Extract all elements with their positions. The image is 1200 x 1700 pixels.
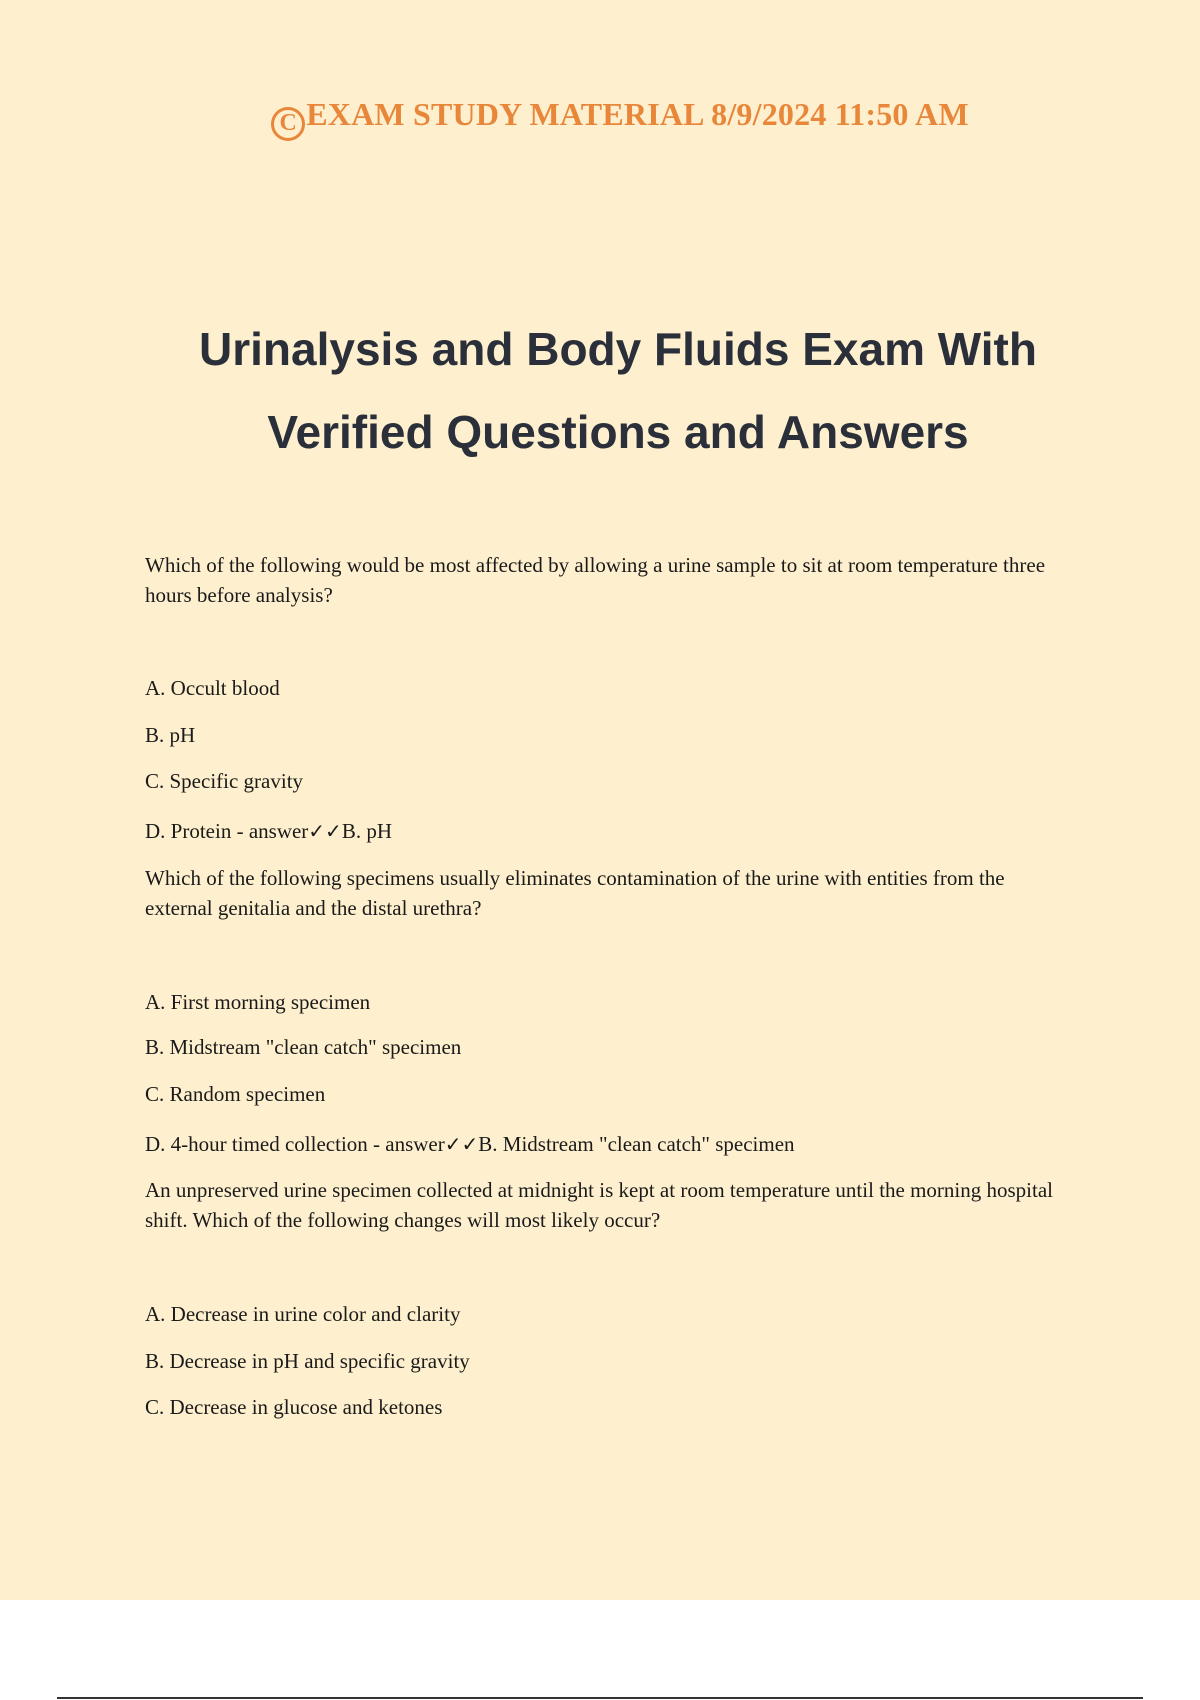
question-3: [145, 1175, 1075, 1419]
option-d-with-answer: [145, 1130, 795, 1158]
document-title: [0, 308, 1200, 474]
option-a: A. First morning specimen: [145, 990, 371, 1014]
question-text: Which of the following specimens usually eliminates contamination of the urine with entities from the external genitalia and the distal urethra?: [145, 866, 1005, 920]
title-line-1: Urinalysis and Body Fluids Exam With: [199, 323, 1037, 375]
check-mark-icon: ✓✓: [308, 819, 342, 843]
answer-text: B. pH: [341, 819, 392, 843]
option-d: D. 4-hour timed collection - answer: [145, 1132, 445, 1156]
option-a: A. Occult blood: [145, 676, 280, 700]
option-a: A. Decrease in urine color and clarity: [145, 1302, 461, 1326]
header-text: EXAM STUDY MATERIAL 8/9/2024 11:50 AM: [306, 96, 969, 132]
option-d: D. Protein - answer: [145, 819, 309, 843]
option-c: C. Specific gravity: [145, 769, 304, 793]
option-c: C. Decrease in glucose and ketones: [145, 1395, 443, 1419]
option-b: B. Decrease in pH and specific gravity: [145, 1349, 470, 1373]
answer-text: B. Midstream "clean catch" specimen: [478, 1132, 795, 1156]
page-header: [0, 96, 1200, 141]
title-line-2: Verified Questions and Answers: [267, 406, 969, 458]
footer-divider: [57, 1697, 1143, 1699]
option-b: B. Midstream "clean catch" specimen: [145, 1035, 462, 1059]
question-text: Which of the following would be most affected by allowing a urine sample to sit at room temperature three hours before analysis?: [145, 553, 1046, 607]
check-mark-icon: ✓✓: [444, 1132, 479, 1156]
question-2: [145, 863, 1075, 1175]
option-c: C. Random specimen: [145, 1082, 326, 1106]
copyright-icon: C: [271, 107, 305, 141]
option-b: B. pH: [145, 723, 196, 747]
option-d-with-answer: [145, 817, 392, 845]
question-list: [145, 550, 1075, 1419]
question-1: [145, 550, 1075, 863]
question-text: An unpreserved urine specimen collected at midnight is kept at room temperature until the morning hospital shift. Which of the following changes will most likely occur?: [145, 1178, 1054, 1232]
